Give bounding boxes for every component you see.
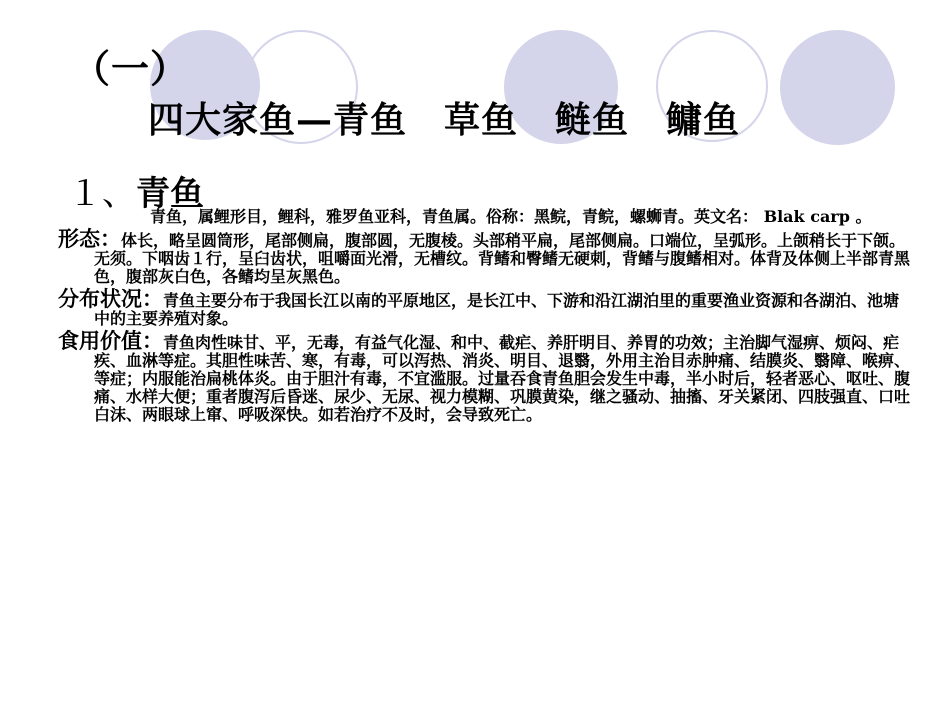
section-number: １、 [68, 174, 136, 214]
edible-value-paragraph [58, 328, 911, 424]
section-name: 青鱼 [136, 174, 204, 214]
body-text [58, 208, 910, 428]
distribution-label: 分布状况： [58, 286, 163, 311]
edible-value-text: 青鱼肉性味甘、平，无毒，有益气化湿、和中、截疟、养肝明目、养胃的功效；主治脚气湿痹、烦闷、疟疾、血淋等症。其胆性味苦、寒，有毒，可以泻热、消炎、明目、退翳，外用主治目赤肿痛、结膜炎、翳障、喉痹、等症；内服能治扁桃体炎。由于胆汁有毒，不宜滥服。过量吞食青鱼胆会发生中毒，半小时后，轻者恶心、呕吐、腹痛、水样大便；重者腹泻后昏迷、尿少、无尿、视力模糊、巩膜黄染，继之骚动、抽搐、牙关紧闭、四肢强直、口吐白沫、两眼球上窜、呼吸深快。如若治疗不及时，会导致死亡。 [94, 333, 911, 424]
distribution-paragraph [58, 286, 910, 328]
title-line-2: 四大家鱼—青鱼 草鱼 鲢鱼 鳙鱼 [148, 99, 741, 141]
decor-circle-5 [780, 30, 895, 145]
title-line-1: （一） [72, 46, 190, 91]
morphology-paragraph [58, 226, 911, 286]
morphology-label: 形态： [58, 226, 121, 251]
intro-paragraph: 青鱼，属鲤形目，鲤科，雅罗鱼亚科，青鱼属。俗称：黑鲩，青鲩，螺蛳青。英文名： Blak carp 。 [150, 207, 872, 226]
edible-value-label: 食用价值： [58, 328, 163, 353]
distribution-text: 青鱼主要分布于我国长江以南的平原地区，是长江中、下游和沿江湖泊里的重要渔业资源和各湖泊、池塘中的主要养殖对象。 [94, 291, 900, 328]
morphology-text: 体长，略呈圆筒形，尾部侧扁，腹部圆，无腹棱。头部稍平扁，尾部侧扁。口端位，呈弧形。上颌稍长于下颌。无须。下咽齿１行，呈臼齿状，咀嚼面光滑，无槽纹。背鳍和臀鳍无硬刺，背鳍与腹鳍相对。体背及体侧上半部青黑色，腹部灰白色，各鳍均呈灰黑色。 [94, 231, 911, 286]
